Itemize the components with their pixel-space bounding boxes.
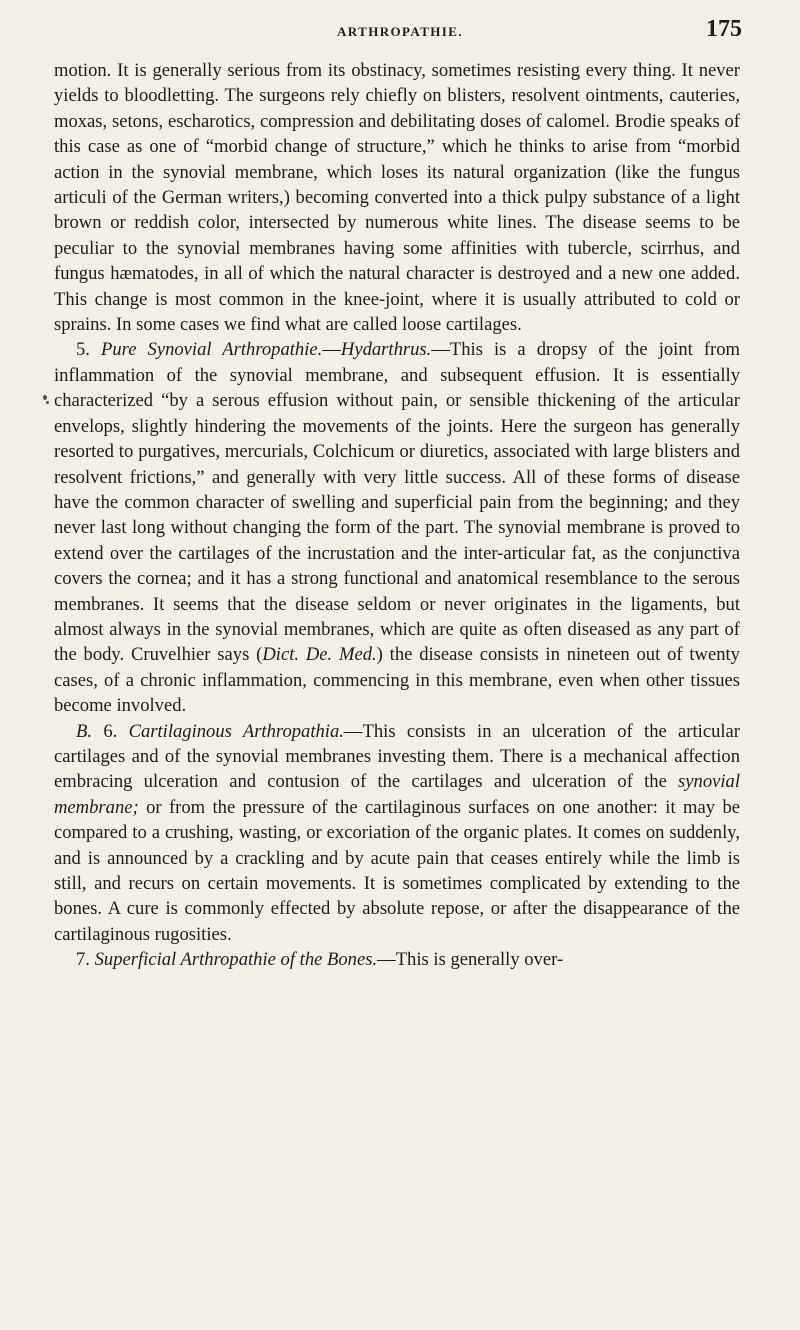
page-number: 175 [706, 16, 742, 42]
paragraph-text: motion. It is generally serious from its obstinacy, sometimes resisting every thing. It never yields to bloodletting. The surgeons rely chiefly on blisters, resolvent ointments, cauteries, moxas, setons, escharotics, compression and debilitating doses of calomel. Brodie speaks of this case as one of “morbid change of structure,” which he thinks to arise from “morbid action in the synovial membrane, which loses its natural organization (like the fungus articuli of the German writers,) becoming converted into a thick pulpy substance of a light brown or reddish color, intersected by numerous white lines. The disease seems to be peculiar to the synovial membranes having some affinities with tubercle, scirrhus, and fungus hæmatodes, in all of which the natural character is destroyed and a new one added. This change is most common in the knee-joint, where it is usually attributed to cold or sprains. In some cases we find what are called loose cartilages. [54, 60, 740, 336]
section-5 [54, 337, 740, 718]
section-number: 7. [76, 949, 90, 971]
section-7 [54, 947, 740, 972]
running-head [0, 0, 800, 40]
title-dash: — [322, 339, 341, 361]
section-marker: B. [76, 720, 93, 742]
section-number: 5. [76, 339, 90, 361]
section-text-continued: or from the pressure of the cartilaginous surfaces on one another: it may be compared to a crushing, wasting, or excoriation of the organic plates. It comes on suddenly, and is announced by a crackling and by acute pain that ceases entirely while the limb is still, and recurs on certain movements. It is sometimes complicated by extending to the bones. A cure is commonly effected by absolute repose, or after the disappearance of the cartilaginous rugosities. [54, 796, 740, 945]
section-text: —This consists in an ulceration of the articular cartilages and of the synovial membranes investing them. There is a mechanical affection embracing ulceration and contusion of the cartilages and ulceration of the [54, 720, 740, 793]
section-text-continued: ) the disease consists in nineteen out of twenty cases, of a chronic inflammation, commencing in this membrane, even when other tissues become involved. [54, 644, 740, 717]
section-text: —This is generally over- [377, 949, 564, 971]
emphasis: synovial membrane; [54, 771, 740, 818]
section-title: Superficial Arthropathie of the Bones. [94, 949, 378, 971]
running-head-title: ARTHROPATHIE. [337, 24, 463, 39]
section-title: Cartilaginous Arthropathia. [128, 720, 344, 742]
paper-speck [43, 395, 47, 400]
section-6 [54, 719, 740, 948]
section-title: Pure Synovial Arthropathie. [101, 339, 323, 361]
citation: Dict. De. Med. [262, 644, 377, 666]
section-number: 6. [103, 720, 118, 742]
section-text: —This is a dropsy of the joint from inflammation of the synovial membrane, and subsequent effusion. It is essentially characterized “by a serous effusion without pain, or sensible thickening of the articular envelops, slightly hindering the movements of the joints. Here the surgeon has generally resorted to purgatives, mercurials, Colchicum or diuretics, associated with large blisters and resolvent frictions,” and generally with very little success. All of these forms of disease have the common character of swelling and superficial pain from the beginning; and they never last long without changing the form of the part. The synovial membrane is proved to extend over the cartilages of the incrustation and the inter-articular fat, as the conjunctiva covers the cornea; and it has a strong functional and anatomical resemblance to the serous membranes. It seems that the disease seldom or never originates in the ligaments, but almost always in the synovial membranes, which are quite as often diseased as any part of the body. Cruvelhier says ( [54, 339, 741, 666]
section-subtitle: Hydarthrus. [340, 339, 432, 361]
paragraph-continuation [54, 58, 740, 337]
paper-speck [46, 401, 49, 404]
page-body [54, 58, 740, 973]
